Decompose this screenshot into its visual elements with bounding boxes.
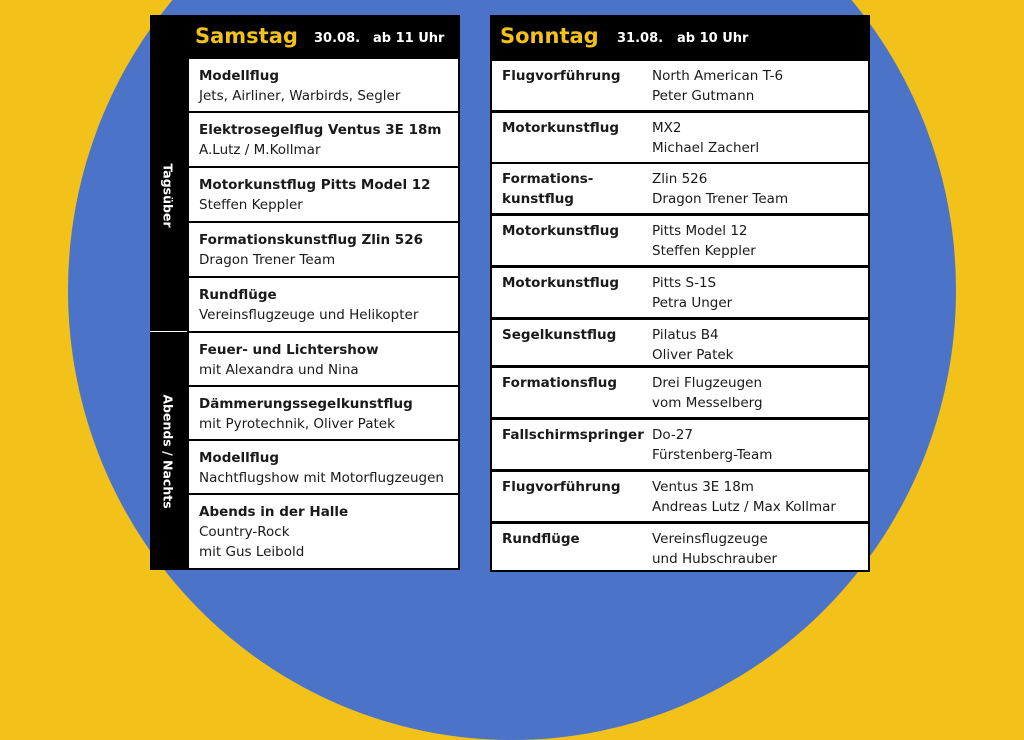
item-detail: Jets, Airliner, Warbirds, Segler xyxy=(199,88,401,104)
saturday-date: 30.08. xyxy=(314,31,361,46)
list-item xyxy=(189,495,458,568)
item-category: Formations- kunstflug xyxy=(502,171,594,207)
list-item xyxy=(492,472,868,521)
item-category: Rundflüge xyxy=(502,531,580,547)
saturday-day-title: Samstag xyxy=(195,24,298,48)
list-item xyxy=(189,387,458,439)
item-category: Motorkunstflug xyxy=(502,223,620,239)
list-item xyxy=(492,320,868,365)
list-item xyxy=(492,420,868,469)
item-detail: Ventus 3E 18m Andreas Lutz / Max Kollmar xyxy=(652,479,836,515)
list-item xyxy=(492,368,868,417)
item-detail: Dragon Trener Team xyxy=(199,252,336,268)
side-label-night-text: Abends / Nachts xyxy=(161,393,176,509)
side-label-day-text: Tagsüber xyxy=(161,162,177,228)
item-title: Modellflug xyxy=(199,68,280,84)
item-detail: Vereinsflugzeuge und Hubschrauber xyxy=(652,531,778,567)
item-title: Abends in der Halle xyxy=(199,504,349,520)
list-item xyxy=(189,168,458,221)
saturday-header xyxy=(150,15,460,59)
list-item xyxy=(492,61,868,110)
side-label-day xyxy=(150,59,187,331)
item-title: Modellflug xyxy=(199,450,280,466)
sunday-time: ab 10 Uhr xyxy=(677,31,749,46)
list-item xyxy=(189,113,458,166)
item-category: Formationsflug xyxy=(502,375,618,391)
item-detail: Pitts S-1S Petra Unger xyxy=(652,275,733,311)
item-category: Motorkunstflug xyxy=(502,275,620,291)
sunday-day-title: Sonntag xyxy=(500,24,599,48)
item-title: Rundflüge xyxy=(199,287,277,303)
list-item xyxy=(189,333,458,385)
item-detail: Steffen Keppler xyxy=(199,197,303,213)
saturday-panel xyxy=(150,15,460,570)
side-label-night xyxy=(150,332,187,570)
list-item xyxy=(492,113,868,162)
list-item xyxy=(189,59,458,111)
item-title: Feuer- und Lichtershow xyxy=(199,342,379,358)
item-title: Elektrosegelflug Ventus 3E 18m xyxy=(199,122,442,138)
item-category: Segelkunstflug xyxy=(502,327,617,343)
item-category: Flugvorführung xyxy=(502,479,621,495)
item-title: Formationskunstflug Zlin 526 xyxy=(199,232,423,248)
item-detail: mit Pyrotechnik, Oliver Patek xyxy=(199,416,395,432)
item-detail: A.Lutz / M.Kollmar xyxy=(199,142,321,158)
item-category: Flugvorführung xyxy=(502,68,621,84)
item-detail: Do-27 Fürstenberg-Team xyxy=(652,427,773,463)
list-item xyxy=(492,268,868,317)
list-item xyxy=(492,216,868,265)
list-item xyxy=(189,278,458,331)
list-item xyxy=(492,164,868,213)
item-title: Dämmerungssegelkunstflug xyxy=(199,396,413,412)
item-detail: mit Gus Leibold xyxy=(199,544,305,560)
list-item xyxy=(492,524,868,570)
list-item xyxy=(189,223,458,276)
item-detail: Zlin 526 Dragon Trener Team xyxy=(652,171,789,207)
item-category: Fallschirmspringer xyxy=(502,427,644,443)
item-title: Motorkunstflug Pitts Model 12 xyxy=(199,177,431,193)
item-detail: Pilatus B4 Oliver Patek xyxy=(652,327,734,363)
sunday-panel xyxy=(490,15,870,572)
item-detail: Drei Flugzeugen vom Messelberg xyxy=(652,375,763,411)
item-detail: MX2 Michael Zacherl xyxy=(652,120,760,156)
sunday-header xyxy=(490,15,870,59)
item-detail: North American T-6 Peter Gutmann xyxy=(652,68,784,104)
saturday-time: ab 11 Uhr xyxy=(373,31,445,46)
item-category: Motorkunstflug xyxy=(502,120,620,136)
item-detail: Pitts Model 12 Steffen Keppler xyxy=(652,223,756,259)
sunday-date: 31.08. xyxy=(617,31,664,46)
item-detail: mit Alexandra und Nina xyxy=(199,362,359,378)
list-item xyxy=(189,441,458,493)
item-detail: Country-Rock xyxy=(199,524,290,540)
item-detail: Nachtflugshow mit Motorflugzeugen xyxy=(199,470,444,486)
item-detail: Vereinsflugzeuge und Helikopter xyxy=(199,307,419,323)
